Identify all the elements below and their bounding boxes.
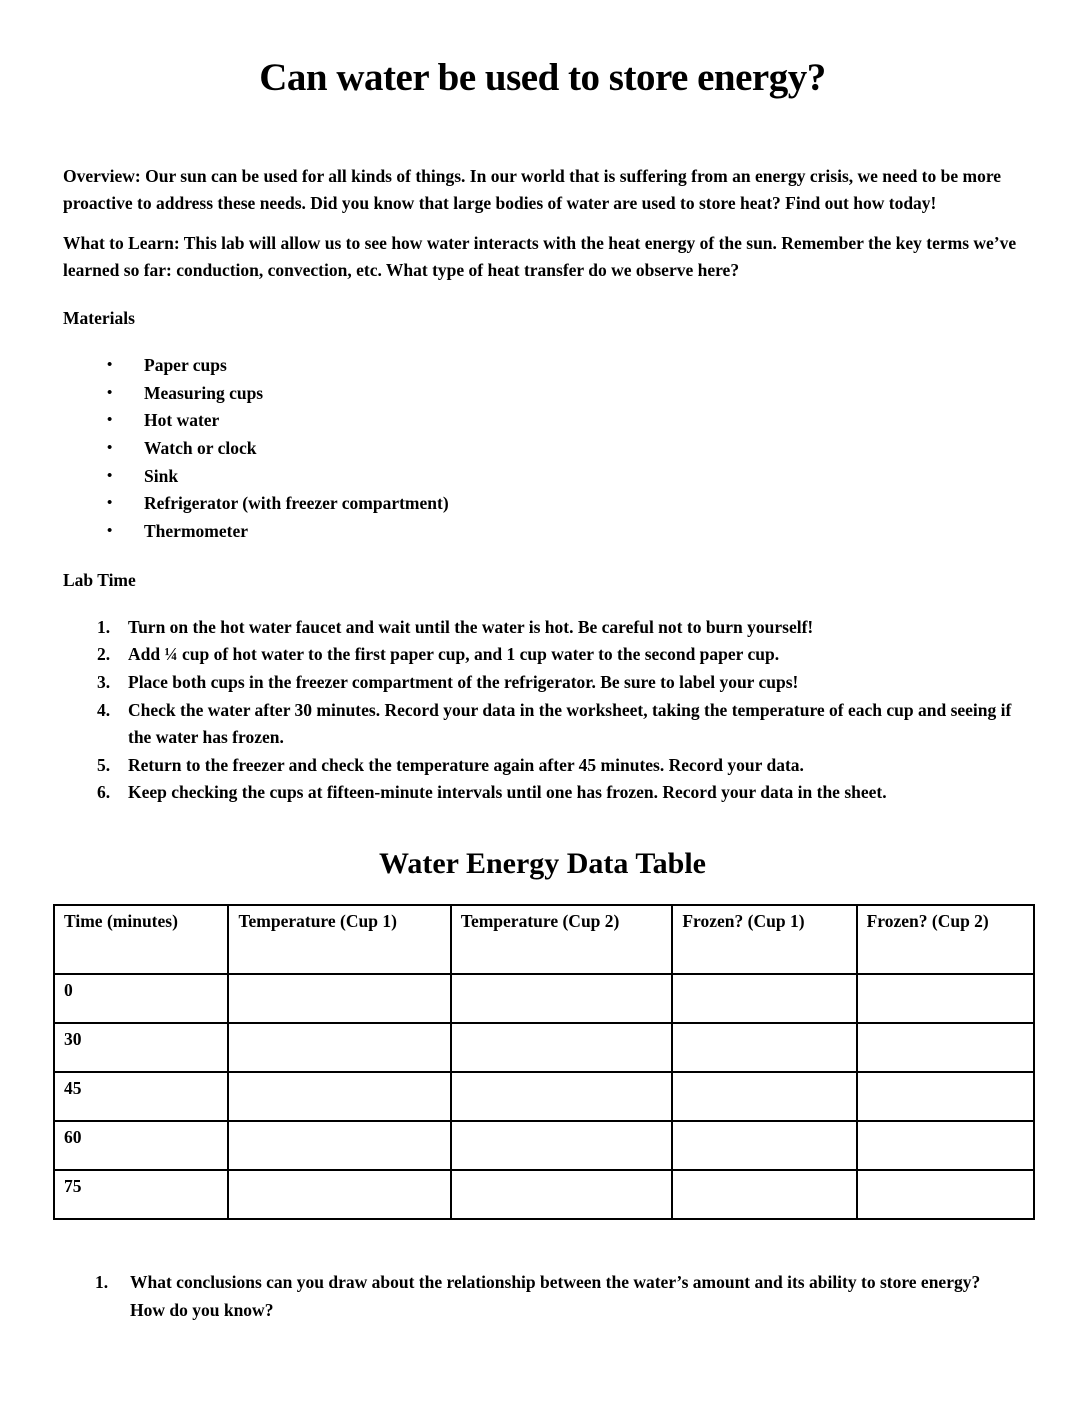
step-text: Check the water after 30 minutes. Record your data in the worksheet, taking the temperature of each cup and seeing if the water has frozen. xyxy=(128,699,1012,748)
bullet-icon: • xyxy=(107,439,113,456)
material-label: Sink xyxy=(144,465,179,486)
list-item xyxy=(107,352,1022,380)
column-header-temp-cup2: Temperature (Cup 2) xyxy=(451,905,672,974)
material-label: Measuring cups xyxy=(144,382,264,403)
page-title: Can water be used to store energy? xyxy=(259,56,826,99)
column-header-frozen-cup2: Frozen? (Cup 2) xyxy=(857,905,1034,974)
column-header-temp-cup1: Temperature (Cup 1) xyxy=(228,905,450,974)
overview-paragraph xyxy=(63,163,1022,217)
empty-cell xyxy=(857,1023,1034,1072)
question-text: What conclusions can you draw about the relationship between the water’s amount and its ability to store energy? How do you know? xyxy=(130,1271,981,1320)
water-energy-data-table xyxy=(53,904,1035,1220)
what-to-learn-label: What to Learn: xyxy=(63,232,180,253)
list-item xyxy=(97,697,1022,752)
what-to-learn-text: This lab will allow us to see how water interacts with the heat energy of the sun. Remember the key terms we’ve learned so far: conduction, convection, etc. What type of heat transfer do we observe here? xyxy=(63,232,1017,280)
list-item xyxy=(97,669,1022,697)
time-cell: 30 xyxy=(54,1023,228,1072)
step-number: 4. xyxy=(97,699,111,720)
bullet-icon: • xyxy=(107,495,113,512)
empty-cell xyxy=(672,1121,856,1170)
table-row xyxy=(54,1121,1034,1170)
step-text: Return to the freezer and check the temperature again after 45 minutes. Record your data. xyxy=(128,754,804,775)
material-label: Thermometer xyxy=(144,521,248,542)
list-item xyxy=(107,407,1022,435)
material-label: Paper cups xyxy=(144,354,227,375)
step-number: 5. xyxy=(97,754,111,775)
bullet-icon: • xyxy=(107,523,113,540)
overview-label: Overview: xyxy=(63,165,141,186)
empty-cell xyxy=(451,1121,672,1170)
step-number: 2. xyxy=(97,644,111,665)
list-item xyxy=(97,779,1022,807)
empty-cell xyxy=(451,1072,672,1121)
empty-cell xyxy=(672,1072,856,1121)
list-item xyxy=(107,463,1022,491)
list-item xyxy=(107,518,1022,546)
what-to-learn-paragraph xyxy=(63,230,1022,284)
empty-cell xyxy=(228,1121,450,1170)
step-number: 6. xyxy=(97,782,111,803)
empty-cell xyxy=(857,1170,1034,1219)
bullet-icon: • xyxy=(107,384,113,401)
list-item xyxy=(107,490,1022,518)
data-table-heading: Water Energy Data Table xyxy=(379,846,706,880)
step-text: Place both cups in the freezer compartment of the refrigerator. Be sure to label your cups! xyxy=(128,671,799,692)
lab-time-heading: Lab Time xyxy=(63,569,136,590)
overview-text: Our sun can be used for all kinds of things. In our world that is suffering from an energy crisis, we need to be more proactive to address these needs. Did you know that large bodies of water are used to store heat? Find out how today! xyxy=(63,165,1002,213)
list-item xyxy=(97,641,1022,669)
time-cell: 0 xyxy=(54,974,228,1023)
empty-cell xyxy=(228,1072,450,1121)
step-text: Turn on the hot water faucet and wait until the water is hot. Be careful not to burn yourself! xyxy=(128,616,814,637)
time-cell: 60 xyxy=(54,1121,228,1170)
empty-cell xyxy=(672,1023,856,1072)
table-row xyxy=(54,974,1034,1023)
table-row xyxy=(54,1072,1034,1121)
materials-list xyxy=(63,352,1022,546)
empty-cell xyxy=(228,1023,450,1072)
empty-cell xyxy=(857,974,1034,1023)
question-number: 1. xyxy=(95,1271,109,1292)
step-text: Keep checking the cups at fifteen-minute intervals until one has frozen. Record your data in the sheet. xyxy=(128,782,887,803)
bullet-icon: • xyxy=(107,467,113,484)
list-item xyxy=(107,435,1022,463)
step-number: 1. xyxy=(97,616,111,637)
list-item xyxy=(107,380,1022,408)
material-label: Watch or clock xyxy=(144,437,257,458)
materials-heading: Materials xyxy=(63,307,135,328)
time-cell: 75 xyxy=(54,1170,228,1219)
step-number: 3. xyxy=(97,671,111,692)
bullet-icon: • xyxy=(107,356,113,373)
time-cell: 45 xyxy=(54,1072,228,1121)
material-label: Hot water xyxy=(144,410,220,431)
table-header-row xyxy=(54,905,1034,974)
empty-cell xyxy=(672,974,856,1023)
empty-cell xyxy=(857,1121,1034,1170)
bullet-icon: • xyxy=(107,412,113,429)
empty-cell xyxy=(857,1072,1034,1121)
empty-cell xyxy=(451,974,672,1023)
table-row xyxy=(54,1170,1034,1219)
empty-cell xyxy=(672,1170,856,1219)
column-header-time: Time (minutes) xyxy=(54,905,228,974)
empty-cell xyxy=(451,1170,672,1219)
empty-cell xyxy=(228,1170,450,1219)
column-header-frozen-cup1: Frozen? (Cup 1) xyxy=(672,905,856,974)
list-item xyxy=(97,614,1022,642)
step-text: Add ¼ cup of hot water to the first paper cup, and 1 cup water to the second paper cup. xyxy=(128,644,780,665)
lab-steps-list xyxy=(97,614,1022,807)
material-label: Refrigerator (with freezer compartment) xyxy=(144,493,449,514)
empty-cell xyxy=(228,974,450,1023)
empty-cell xyxy=(451,1023,672,1072)
table-row xyxy=(54,1023,1034,1072)
list-item xyxy=(97,752,1022,780)
conclusion-question xyxy=(95,1268,1022,1324)
